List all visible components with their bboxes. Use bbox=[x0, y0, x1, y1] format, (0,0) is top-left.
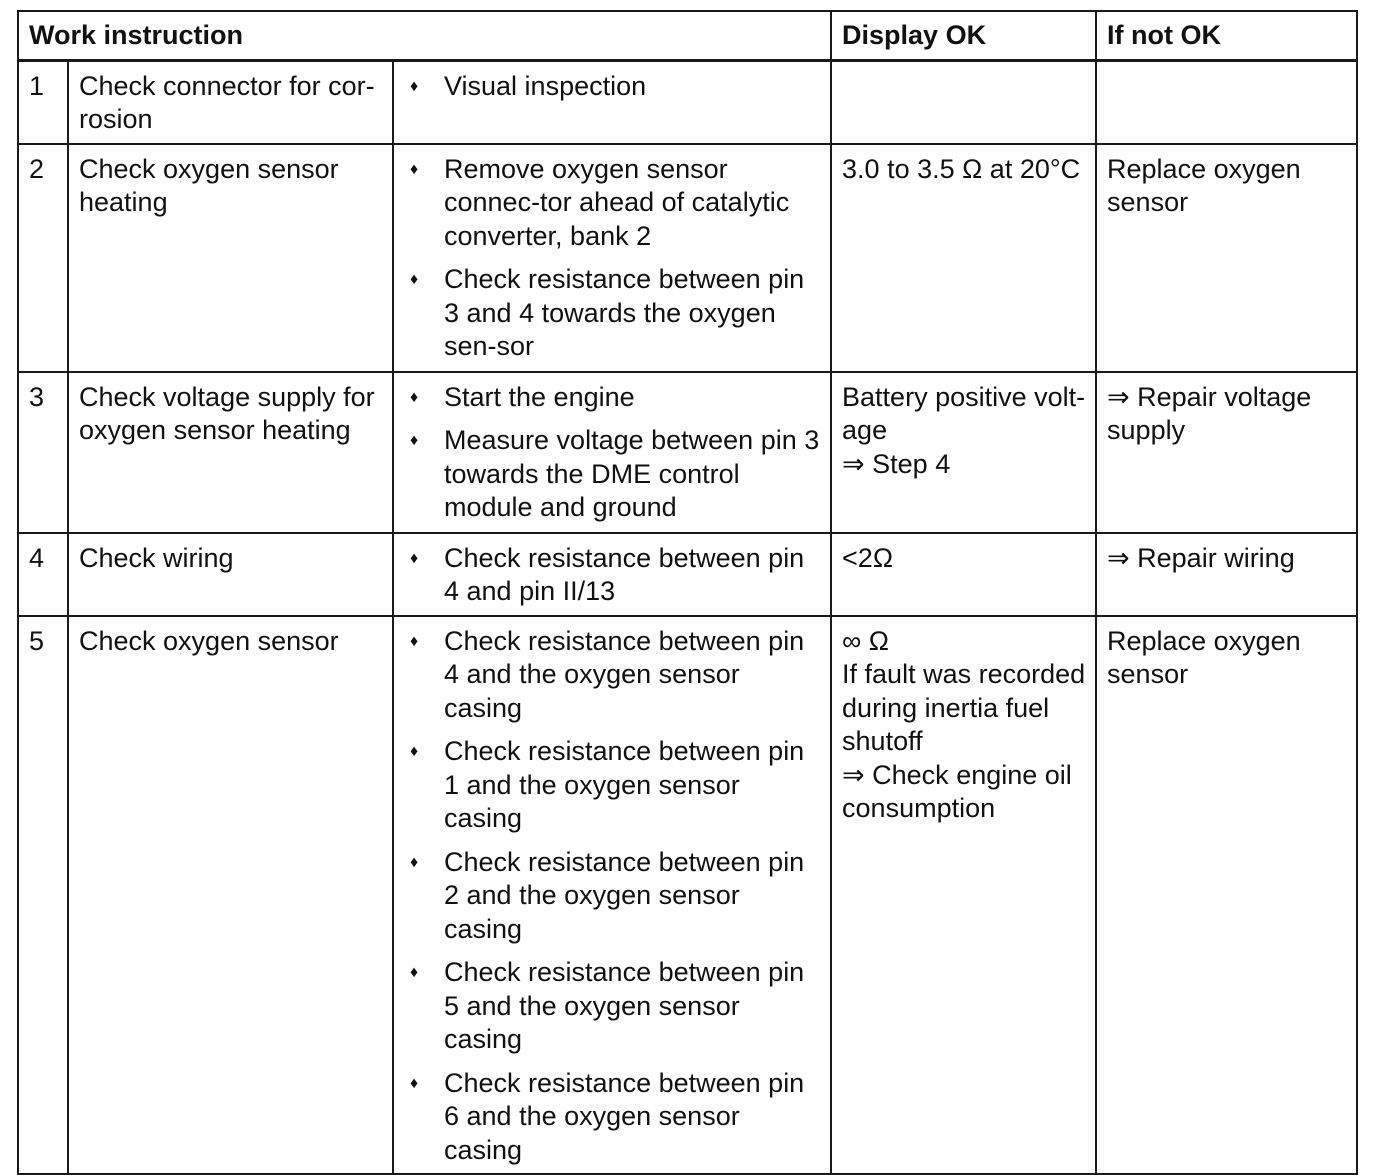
if-not-ok-cell bbox=[1096, 60, 1357, 144]
step-actions bbox=[393, 616, 831, 1175]
action-text: Check resistance between pin 5 and the oxygen sensor casing bbox=[444, 957, 805, 1054]
table-row bbox=[18, 144, 1357, 372]
diamond-bullet-icon: ♦ bbox=[410, 432, 419, 449]
step-actions bbox=[393, 60, 831, 144]
list-item bbox=[404, 381, 821, 415]
list-item bbox=[404, 846, 821, 947]
diamond-bullet-icon: ♦ bbox=[410, 853, 419, 871]
step-number: 2 bbox=[18, 144, 68, 372]
diamond-bullet-icon: ♦ bbox=[410, 743, 419, 760]
display-ok-text: ∞ Ω bbox=[842, 625, 889, 656]
list-item bbox=[404, 153, 821, 254]
action-text: Check resistance between pin 3 and 4 towards the oxygen sen-sor bbox=[444, 264, 805, 361]
if-not-ok-cell bbox=[1096, 144, 1357, 372]
if-not-ok-cell bbox=[1096, 533, 1357, 616]
diamond-bullet-icon: ♦ bbox=[410, 632, 419, 650]
list-item bbox=[404, 424, 821, 525]
step-title: Check connector for cor-rosion bbox=[68, 60, 393, 144]
list-item bbox=[404, 263, 821, 364]
if-not-ok-text: ⇒ Repair wiring bbox=[1107, 542, 1295, 573]
display-ok-text: ⇒ Check engine oil consumption bbox=[842, 759, 1072, 823]
diamond-bullet-icon: ♦ bbox=[410, 1074, 419, 1092]
display-ok-text: ⇒ Step 4 bbox=[842, 448, 951, 479]
display-ok-text: <2Ω bbox=[842, 542, 893, 573]
list-item bbox=[404, 542, 821, 609]
header-display-ok: Display OK bbox=[831, 11, 1096, 60]
work-instruction-table bbox=[17, 10, 1358, 1175]
list-item bbox=[404, 1067, 821, 1168]
table-row bbox=[18, 60, 1357, 144]
action-list bbox=[404, 70, 821, 104]
action-text: Check resistance between pin 1 and the oxygen sensor casing bbox=[444, 736, 805, 833]
display-ok-cell bbox=[831, 533, 1096, 616]
action-text: Start the engine bbox=[444, 381, 635, 412]
step-actions bbox=[393, 372, 831, 533]
action-list bbox=[404, 153, 821, 364]
if-not-ok-cell bbox=[1096, 616, 1357, 1175]
if-not-ok-text: Replace oxygen sensor bbox=[1107, 153, 1301, 217]
diamond-bullet-icon: ♦ bbox=[410, 388, 419, 406]
diamond-bullet-icon: ♦ bbox=[410, 160, 419, 178]
display-ok-cell bbox=[831, 60, 1096, 144]
step-title: Check oxygen sensor bbox=[68, 616, 393, 1175]
table-row bbox=[18, 372, 1357, 533]
list-item bbox=[404, 735, 821, 836]
action-text: Measure voltage between pin 3 towards the DME control module and ground bbox=[444, 425, 820, 522]
action-text: Check resistance between pin 4 and the oxygen sensor casing bbox=[444, 625, 805, 723]
header-row bbox=[18, 11, 1357, 60]
step-actions bbox=[393, 533, 831, 616]
action-text: Check resistance between pin 4 and pin II/13 bbox=[444, 542, 805, 606]
if-not-ok-text: Replace oxygen sensor bbox=[1107, 625, 1301, 689]
display-ok-text: 3.0 to 3.5 Ω at 20°C bbox=[842, 153, 1081, 184]
action-text: Visual inspection bbox=[444, 70, 647, 101]
action-list bbox=[404, 381, 821, 525]
step-title: Check wiring bbox=[68, 533, 393, 616]
display-ok-cell bbox=[831, 144, 1096, 372]
step-number: 3 bbox=[18, 372, 68, 533]
action-list bbox=[404, 542, 821, 609]
step-number: 1 bbox=[18, 60, 68, 144]
if-not-ok-text: ⇒ Repair voltage supply bbox=[1107, 381, 1312, 445]
step-actions bbox=[393, 144, 831, 372]
list-item bbox=[404, 956, 821, 1057]
diamond-bullet-icon: ♦ bbox=[410, 549, 419, 567]
step-number: 4 bbox=[18, 533, 68, 616]
list-item bbox=[404, 70, 821, 104]
diamond-bullet-icon: ♦ bbox=[410, 964, 419, 981]
display-ok-text: Battery positive volt-age bbox=[842, 381, 1086, 445]
display-ok-cell bbox=[831, 372, 1096, 533]
header-if-not-ok: If not OK bbox=[1096, 11, 1357, 60]
action-list bbox=[404, 625, 821, 1168]
table-row bbox=[18, 616, 1357, 1175]
step-title: Check oxygen sensor heating bbox=[68, 144, 393, 372]
if-not-ok-cell bbox=[1096, 372, 1357, 533]
action-text: Check resistance between pin 6 and the oxygen sensor casing bbox=[444, 1067, 805, 1165]
action-text: Check resistance between pin 2 and the oxygen sensor casing bbox=[444, 846, 805, 944]
table-row bbox=[18, 533, 1357, 616]
display-ok-text: If fault was recorded during inertia fuel shutoff bbox=[842, 659, 1086, 756]
step-number: 5 bbox=[18, 616, 68, 1175]
diamond-bullet-icon: ♦ bbox=[410, 271, 419, 288]
diamond-bullet-icon: ♦ bbox=[410, 77, 419, 95]
display-ok-cell bbox=[831, 616, 1096, 1175]
header-work-instruction: Work instruction bbox=[18, 11, 831, 60]
action-text: Remove oxygen sensor connec-tor ahead of catalytic converter, bank 2 bbox=[444, 153, 790, 251]
step-title: Check voltage supply for oxygen sensor heating bbox=[68, 372, 393, 533]
list-item bbox=[404, 625, 821, 726]
